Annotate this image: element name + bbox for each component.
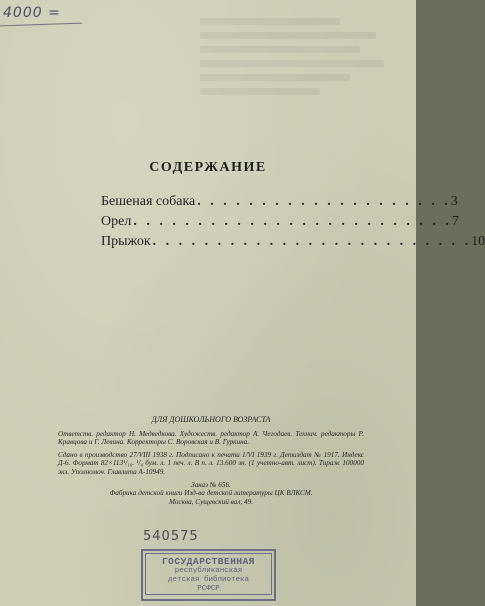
toc-leader-dots: . . . . . . . . . . . . . . . . . . . . . . . . . <box>152 234 472 249</box>
toc-entry <box>101 194 458 214</box>
toc-entry-label: Бешеная собака <box>101 194 196 209</box>
imprint-block <box>58 416 364 506</box>
imprint-credits: Ответств. редактор Н. Медведкова. Художеств. редактор А. Чегодаев. Технич. редакторы Р. Кравцова и Г. Левина. Корректоры С. Воровская и В. Гуркина. <box>58 429 364 447</box>
toc-entry-page: 7 <box>451 214 459 229</box>
stamp-line: республиканская <box>174 567 243 575</box>
toc-entry <box>101 214 459 234</box>
toc-title: СОДЕРЖАНИЕ <box>149 160 267 175</box>
toc-leader-dots: . . . . . . . . . . . . . . . . . . . . . . . . . <box>133 214 452 229</box>
handwritten-underline <box>0 23 82 27</box>
imprint-order: Заказ № 656. <box>191 480 231 489</box>
library-stamp <box>141 549 276 601</box>
toc-entry-page: 3 <box>450 194 458 209</box>
stamp-line: РСФСР <box>197 585 220 593</box>
handwritten-note: 4000 = <box>3 5 61 21</box>
imprint-production: Сдано в производство 27/VIII 1938 г. Подписано к печати 1/VI 1939 г. Детиздат № 1917. Индекс Д-6. Формат 82×113¹/₁₆. ¹/₄ бум. л. 1 печ. л. В п. л. 13.600 зн. (1 учетно-авт. лист). Тираж 100000 экз. Уполномоч. Главлита А-10949. <box>58 450 364 476</box>
toc-entry-label: Орел <box>101 214 132 229</box>
imprint-address: Москва, Сущевский вал, 49. <box>168 497 253 506</box>
imprint-factory: Фабрика детской книги Изд-ва детской литературы ЦК ВЛКСМ. <box>109 489 313 498</box>
bleed-through-text <box>200 18 400 118</box>
inventory-number: 540575 <box>143 529 199 544</box>
toc-leader-dots: . . . . . . . . . . . . . . . . . . . . <box>197 194 451 209</box>
table-of-contents <box>101 194 485 254</box>
stamp-line: детская библиотека <box>167 576 249 584</box>
toc-entry-page: 10 <box>471 234 485 249</box>
age-heading: ДЛЯ ДОШКОЛЬНОГО ВОЗРАСТА <box>151 415 271 424</box>
stamp-line: ГОСУДАРСТВЕННАЯ <box>161 556 255 567</box>
toc-entry-label: Прыжок <box>101 234 151 249</box>
toc-entry <box>101 234 485 254</box>
